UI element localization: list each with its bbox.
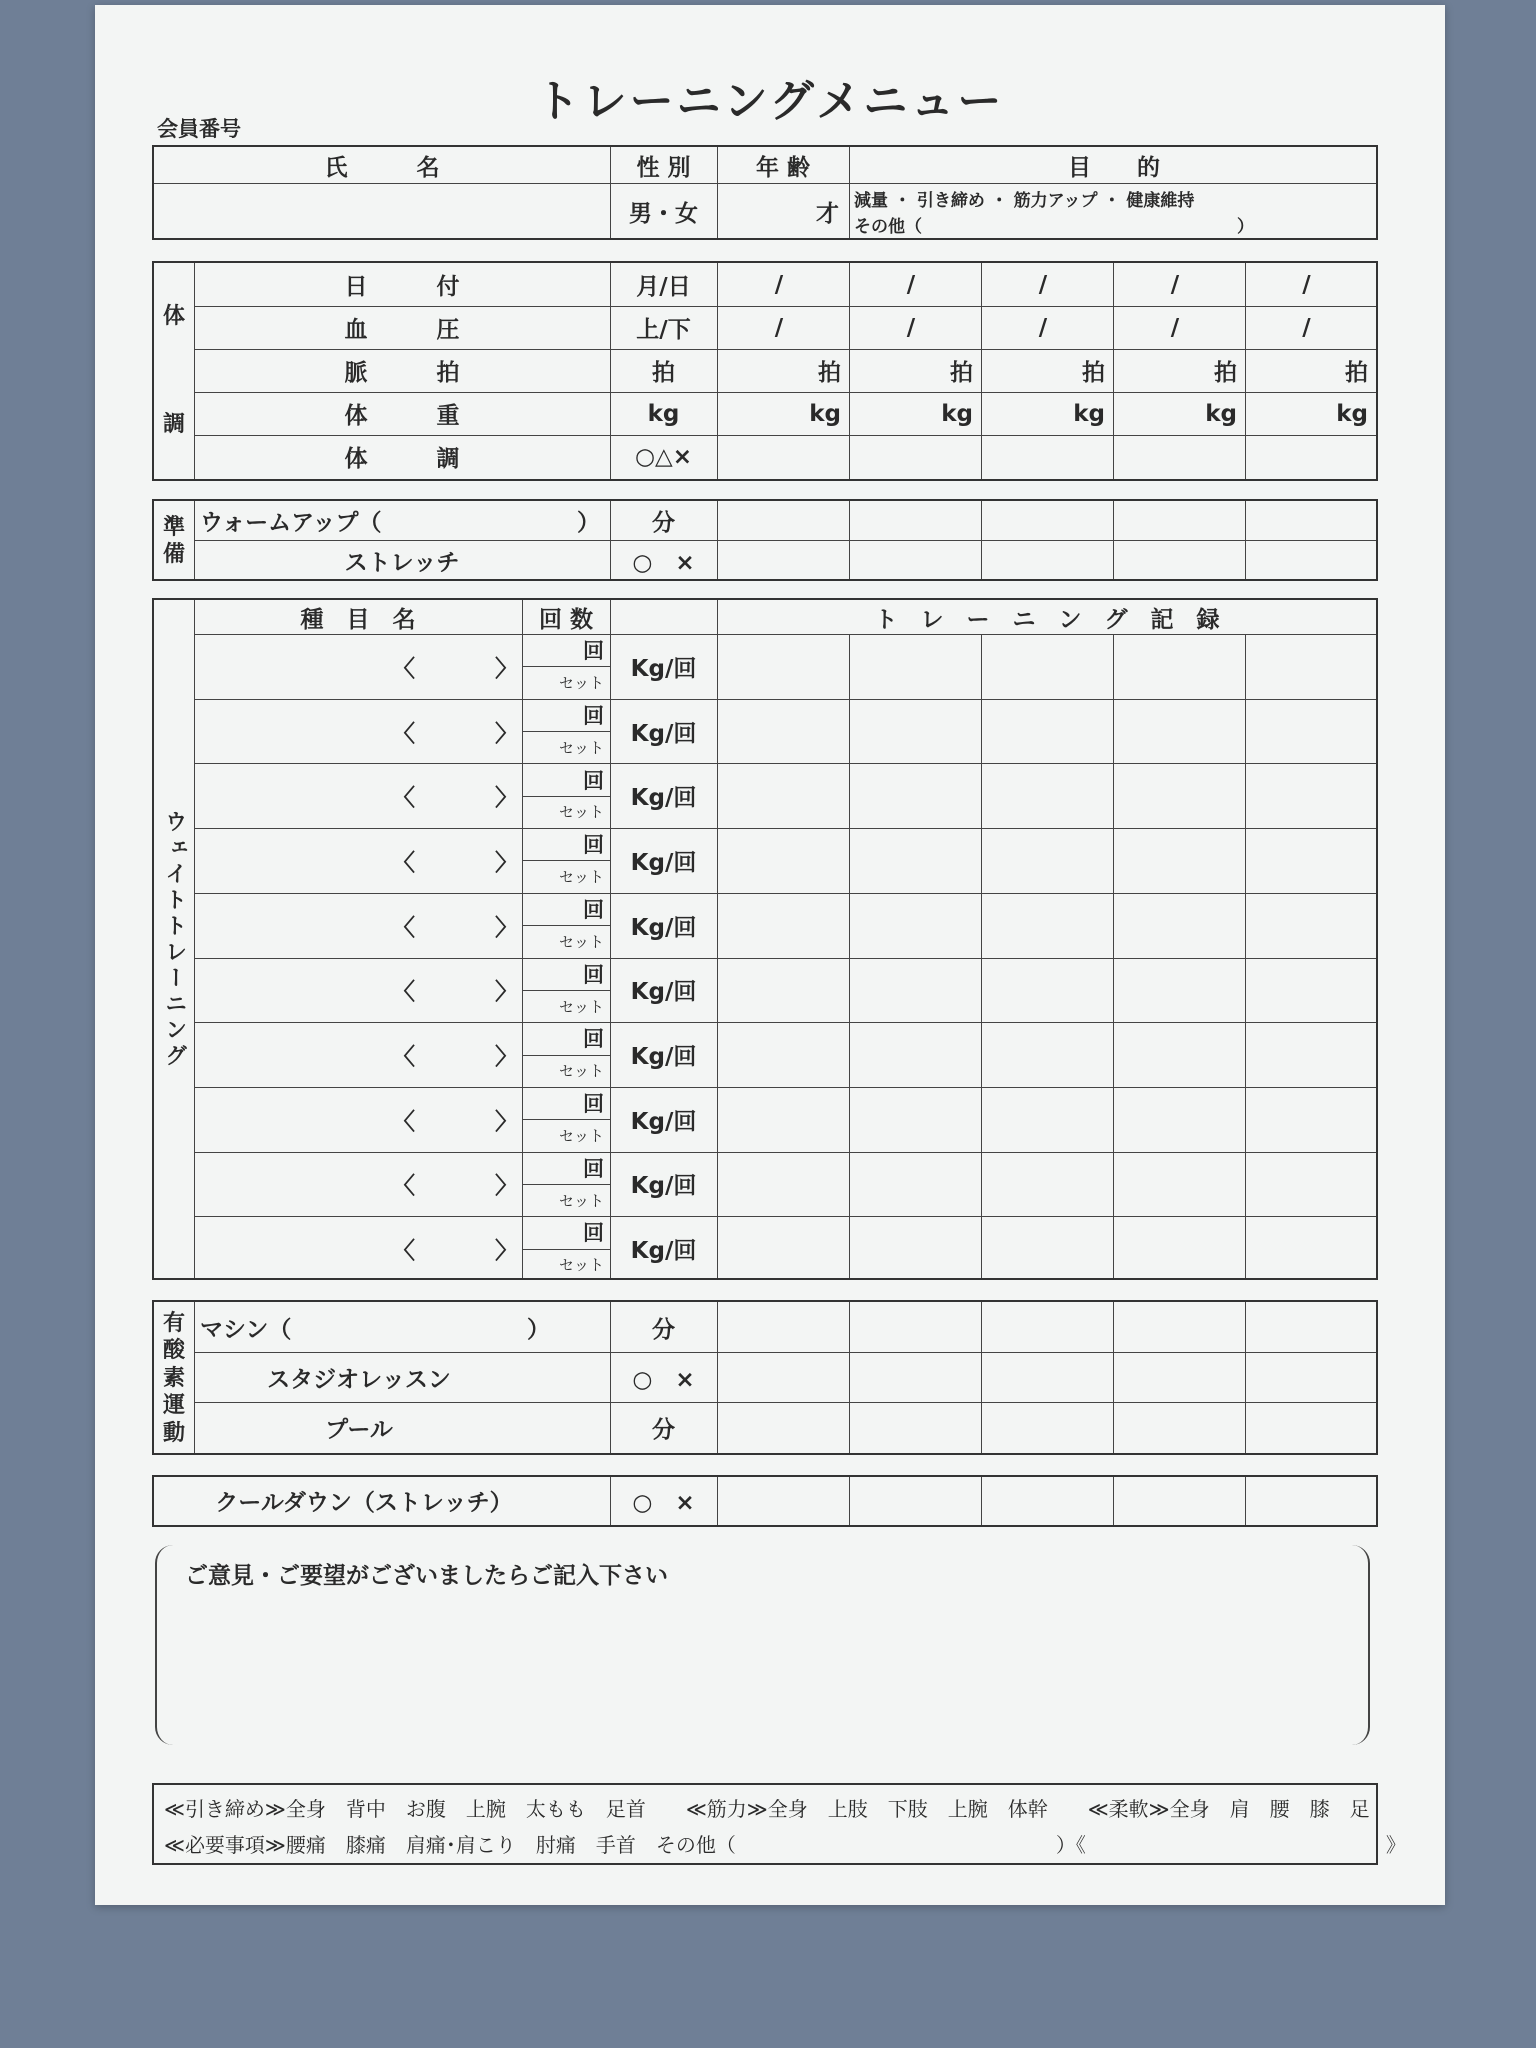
condition-cell[interactable]: /	[1170, 271, 1180, 298]
purpose-other-close: ）	[1237, 216, 1254, 237]
sets-unit: セット	[558, 1191, 604, 1210]
condition-cell[interactable]: kg	[941, 400, 973, 427]
exercise-name-field[interactable]	[194, 828, 522, 893]
condition-row-unit: 上/下	[636, 317, 691, 343]
form-sheet	[95, 5, 1445, 1905]
bracket-open: 〈	[392, 849, 415, 876]
condition-cell[interactable]: 拍	[1214, 360, 1237, 386]
sets-unit: セット	[558, 1256, 604, 1275]
legend-line-1: ≪引き締め≫全身 背中 お腹 上腕 太もも 足首 ≪筋力≫全身 上肢 下肢 上腕 体幹 ≪柔軟≫全身 肩 腰 膝 足	[164, 1797, 1370, 1821]
cooldown-block	[152, 1475, 1378, 1527]
warmup-unit: 分	[652, 510, 675, 536]
studio-unit[interactable]: ○ ×	[632, 1366, 695, 1393]
bracket-close: 〉	[495, 1044, 518, 1071]
studio-label: スタジオレッスン	[267, 1366, 451, 1393]
exercise-name-field[interactable]	[194, 1216, 522, 1281]
reps-unit: 回	[583, 833, 604, 858]
bracket-open: 〈	[392, 655, 415, 682]
pool-unit: 分	[652, 1416, 675, 1443]
condition-cell[interactable]: 拍	[1082, 360, 1105, 386]
condition-row-unit: 拍	[652, 360, 675, 386]
age-unit[interactable]: 才	[816, 200, 839, 227]
age-header: 年 齢	[755, 154, 810, 181]
exercise-name-field[interactable]	[194, 1087, 522, 1152]
reps-unit: 回	[583, 897, 604, 922]
condition-cell[interactable]	[981, 435, 1105, 478]
bracket-open: 〈	[392, 720, 415, 747]
sets-unit: セット	[558, 1126, 604, 1145]
header-record: ト レ ー ニ ン グ 記 録	[874, 606, 1220, 633]
sets-unit: セット	[558, 868, 604, 887]
bracket-close: 〉	[495, 979, 518, 1006]
condition-cell[interactable]	[849, 435, 973, 478]
reps-unit: 回	[583, 1092, 604, 1117]
condition-cell[interactable]: kg	[1205, 400, 1237, 427]
gender-header: 性 別	[636, 154, 691, 181]
bracket-open: 〈	[392, 1238, 415, 1265]
warmup-field[interactable]: ウォームアップ（ ）	[200, 510, 600, 536]
bracket-open: 〈	[392, 1108, 415, 1135]
exercise-name-field[interactable]	[194, 763, 522, 828]
load-unit: Kg/回	[630, 785, 697, 812]
sets-unit: セット	[558, 997, 604, 1016]
name-header: 氏 名	[324, 154, 440, 181]
sets-unit: セット	[558, 932, 604, 951]
machine-field[interactable]: マシン（ ）	[200, 1316, 550, 1343]
exercise-name-field[interactable]	[194, 699, 522, 764]
gender-options[interactable]: 男・女	[629, 200, 698, 227]
condition-row-label: 脈 拍	[344, 360, 460, 386]
bracket-close: 〉	[495, 849, 518, 876]
load-unit: Kg/回	[630, 1044, 697, 1071]
reps-unit: 回	[583, 703, 604, 728]
bracket-open: 〈	[392, 785, 415, 812]
condition-cell[interactable]: /	[906, 271, 916, 298]
prep-side-label: 準 備	[162, 514, 185, 567]
condition-cell[interactable]: kg	[1073, 400, 1105, 427]
stretch-label: ストレッチ	[344, 549, 460, 576]
condition-cell[interactable]: /	[774, 314, 784, 341]
condition-cell[interactable]: /	[1038, 271, 1048, 298]
bracket-close: 〉	[495, 655, 518, 682]
condition-side-label: 体 調	[162, 304, 185, 437]
cooldown-label: クールダウン（ストレッチ）	[215, 1490, 513, 1516]
condition-row-label: 日 付	[344, 274, 460, 300]
condition-cell[interactable]: /	[906, 314, 916, 341]
reps-unit: 回	[583, 1156, 604, 1181]
reps-unit: 回	[583, 962, 604, 987]
bracket-open: 〈	[392, 979, 415, 1006]
exercise-name-field[interactable]	[194, 893, 522, 958]
load-unit: Kg/回	[630, 1238, 697, 1265]
condition-cell[interactable]	[1245, 435, 1368, 478]
load-unit: Kg/回	[630, 720, 697, 747]
sets-unit: セット	[558, 674, 604, 693]
condition-row-unit: 月/日	[636, 274, 691, 300]
cooldown-unit[interactable]: ○ ×	[632, 1490, 695, 1516]
condition-row-label: 体 重	[344, 403, 460, 429]
condition-cell[interactable]: kg	[809, 400, 841, 427]
exercise-name-field[interactable]	[194, 1022, 522, 1087]
load-unit: Kg/回	[630, 979, 697, 1006]
sets-unit: セット	[558, 803, 604, 822]
condition-row-unit: kg	[647, 400, 680, 427]
sets-unit: セット	[558, 738, 604, 757]
condition-block	[152, 261, 1378, 481]
profile-block	[152, 145, 1378, 240]
bracket-open: 〈	[392, 1044, 415, 1071]
condition-row-label: 体 調	[344, 446, 460, 472]
bracket-open: 〈	[392, 914, 415, 941]
comment-box[interactable]	[155, 1545, 1370, 1745]
legend-box	[152, 1783, 1406, 1865]
load-unit: Kg/回	[630, 1108, 697, 1135]
name-field[interactable]	[154, 183, 610, 239]
bracket-close: 〉	[495, 785, 518, 812]
condition-cell[interactable]	[1113, 435, 1237, 478]
exercise-name-field[interactable]	[194, 634, 522, 699]
condition-row-label: 血 圧	[344, 317, 460, 343]
exercise-name-field[interactable]	[194, 1152, 522, 1217]
load-unit: Kg/回	[630, 1173, 697, 1200]
member-number-label: 会員番号	[157, 117, 241, 141]
condition-cell[interactable]: /	[1170, 314, 1180, 341]
aerobic-side-label: 有 酸 素 運 動	[162, 1310, 185, 1446]
form-title: トレーニングメニュー	[535, 76, 1005, 127]
bracket-close: 〉	[495, 720, 518, 747]
reps-unit: 回	[583, 639, 604, 664]
bracket-close: 〉	[495, 1238, 518, 1265]
purpose-other[interactable]	[854, 211, 1374, 237]
pool-label: プール	[325, 1416, 393, 1443]
legend-line-2: ≪必要事項≫腰痛 膝痛 肩痛･肩こり 肘痛 手首 その他（ ）《 》	[164, 1833, 1406, 1857]
reps-unit: 回	[583, 1221, 604, 1246]
condition-cell[interactable]: /	[1302, 314, 1311, 341]
condition-cell[interactable]: kg	[1336, 400, 1368, 427]
weight-training-block	[152, 598, 1378, 1280]
prep-block	[152, 499, 1378, 581]
purpose-header: 目 的	[1068, 154, 1160, 181]
machine-unit: 分	[652, 1316, 675, 1343]
condition-cell[interactable]: 拍	[1345, 360, 1368, 386]
load-unit: Kg/回	[630, 849, 697, 876]
aerobic-block	[152, 1300, 1378, 1455]
reps-unit: 回	[583, 1027, 604, 1052]
load-unit: Kg/回	[630, 914, 697, 941]
header-item-name: 種 目 名	[300, 606, 416, 633]
bracket-close: 〉	[495, 1108, 518, 1135]
stretch-unit[interactable]: ○ ×	[632, 549, 695, 576]
condition-cell[interactable]: 拍	[818, 360, 841, 386]
purpose-other-label: その他（	[854, 216, 922, 237]
weight-side-label: ウェイトトレーニング	[161, 810, 187, 1070]
sets-unit: セット	[558, 1062, 604, 1081]
condition-row-unit: ○△×	[634, 443, 693, 470]
reps-unit: 回	[583, 768, 604, 793]
condition-cell[interactable]: 拍	[950, 360, 973, 386]
bracket-close: 〉	[495, 1173, 518, 1200]
condition-cell[interactable]: /	[1302, 271, 1311, 298]
load-unit: Kg/回	[630, 655, 697, 682]
condition-cell[interactable]: /	[1038, 314, 1048, 341]
bracket-open: 〈	[392, 1173, 415, 1200]
bracket-close: 〉	[495, 914, 518, 941]
purpose-options[interactable]: 減量 ・ 引き締め ・ 筋力アップ ・ 健康維持	[854, 190, 1195, 211]
condition-cell[interactable]	[717, 435, 841, 478]
exercise-name-field[interactable]	[194, 958, 522, 1023]
condition-cell[interactable]: /	[774, 271, 784, 298]
header-reps: 回 数	[538, 606, 593, 633]
comment-label: ご意見・ご要望がございましたらご記入下さい	[185, 1563, 668, 1589]
